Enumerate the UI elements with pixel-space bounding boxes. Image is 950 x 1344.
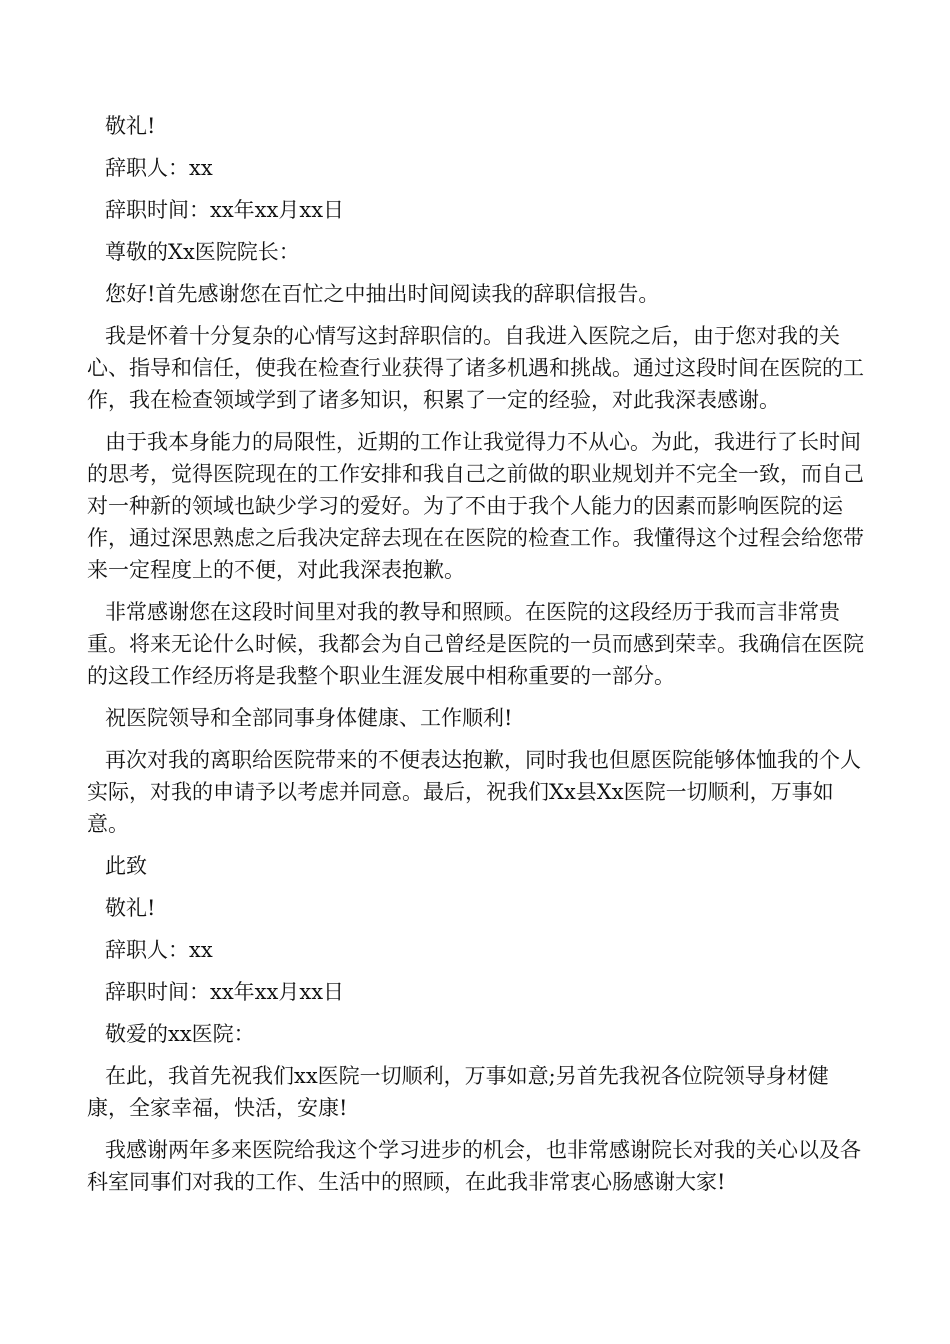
body-paragraph: 由于我本身能力的局限性，近期的工作让我觉得力不从心。为此，我进行了长时间的思考，觉得医院现在的工作安排和我自己之前做的职业规划并不完全一致，而自己对一种新的领域也缺少学习的爱好。为了不由于我个人能力的因素而影响医院的运作，通过深思熟虑之后我决定辞去现在在医院的检查工作。我懂得这个过程会给您带来一定程度上的不便，对此我深表抱歉。 (87, 430, 864, 582)
letter-body (87, 110, 867, 1208)
closing-salute: 敬礼! (105, 114, 156, 138)
wishes-paragraph: 祝医院领导和全部同事身体健康、工作顺利! (105, 706, 513, 730)
body-paragraph: 在此，我首先祝我们xx医院一切顺利，万事如意;另首先我祝各位院领导身材健康，全家幸福，快活，安康! (87, 1064, 829, 1120)
resigner-line: 辞职人：xx (105, 156, 213, 180)
closing-phrase: 此致 (105, 854, 147, 878)
body-paragraph: 再次对我的离职给医院带来的不便表达抱歉，同时我也但愿医院能够体恤我的个人实际，对我的申请予以考虑并同意。最后，祝我们Xx县Xx医院一切顺利，万事如意。 (87, 748, 861, 836)
resignation-date-line: 辞职时间：xx年xx月xx日 (105, 198, 345, 222)
opening-paragraph: 您好!首先感谢您在百忙之中抽出时间阅读我的辞职信报告。 (105, 282, 660, 306)
resignation-date-line: 辞职时间：xx年xx月xx日 (105, 980, 345, 1004)
salutation: 敬爱的xx医院： (105, 1022, 255, 1046)
salutation: 尊敬的Xx医院院长： (105, 240, 300, 264)
body-paragraph: 非常感谢您在这段时间里对我的教导和照顾。在医院的这段经历于我而言非常贵重。将来无论什么时候，我都会为自己曾经是医院的一员而感到荣幸。我确信在医院的这段工作经历将是我整个职业生涯发展中相称重要的一部分。 (87, 600, 864, 688)
body-paragraph: 我是怀着十分复杂的心情写这封辞职信的。自我进入医院之后，由于您对我的关心、指导和信任，使我在检查行业获得了诸多机遇和挑战。通过这段时间在医院的工作，我在检查领域学到了诸多知识，积累了一定的经验，对此我深表感谢。 (87, 324, 864, 412)
body-paragraph: 我感谢两年多来医院给我这个学习进步的机会，也非常感谢院长对我的关心以及各科室同事们对我的工作、生活中的照顾，在此我非常衷心肠感谢大家! (87, 1138, 861, 1194)
resigner-line: 辞职人：xx (105, 938, 213, 962)
closing-salute: 敬礼! (105, 896, 156, 920)
